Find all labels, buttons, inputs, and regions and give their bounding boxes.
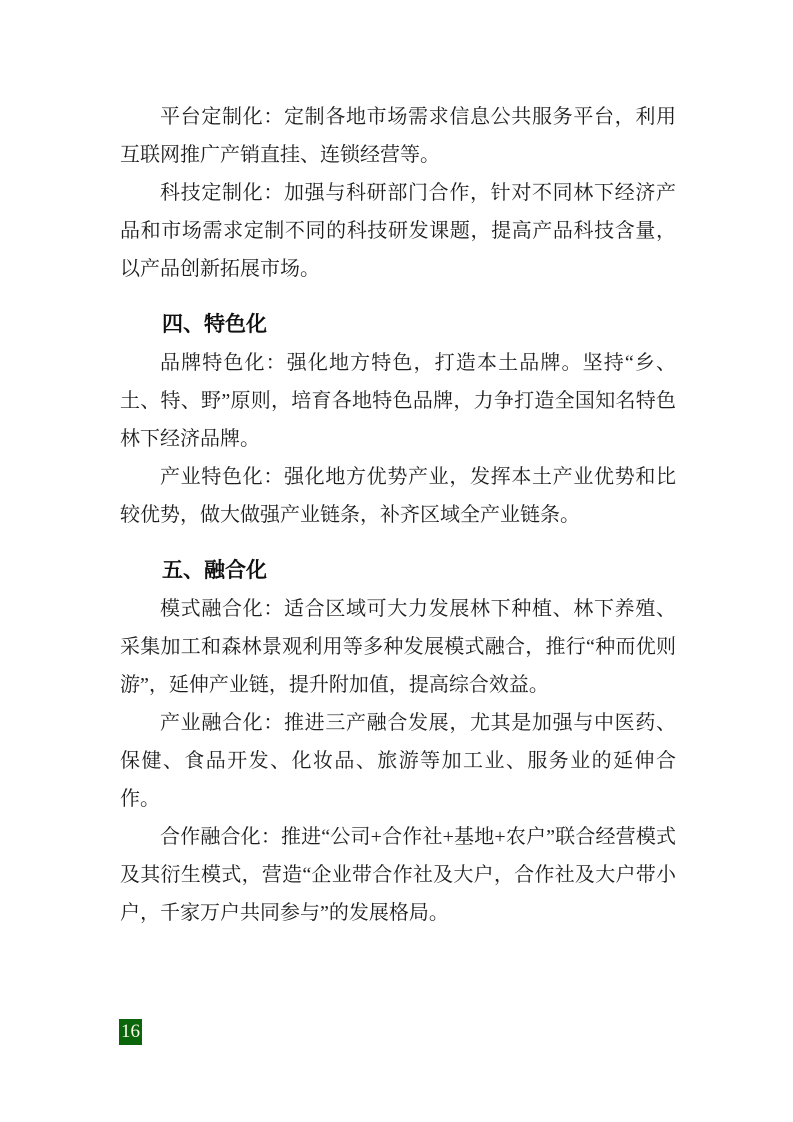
paragraph-brand-specialization: 品牌特色化：强化地方特色，打造本土品牌。坚持“乡、土、特、野”原则，培育各地特色品牌，力争打造全国知名特色林下经济品牌。 — [120, 352, 676, 450]
section-heading-5-integration: 五、融合化 — [162, 559, 267, 582]
page-number-badge: 16 — [119, 1019, 142, 1045]
paragraph-model-integration: 模式融合化：适合区域可大力发展林下种植、林下养殖、采集加工和森林景观利用等多种发展模式融合，推行“种而优则游”，延伸产业链，提升附加值，提高综合效益。 — [120, 598, 676, 696]
paragraph-cooperation-integration: 合作融合化：推进“公司+合作社+基地+农户”联合经营模式及其衍生模式，营造“企业带合作社及大户，合作社及大户带小户，千家万户共同参与”的发展格局。 — [120, 826, 676, 924]
paragraph-industry-specialization: 产业特色化：强化地方优势产业，发挥本土产业优势和比较优势，做大做强产业链条，补齐区域全产业链条。 — [120, 466, 676, 526]
document-body — [120, 98, 676, 932]
paragraph-platform-customization: 平台定制化：定制各地市场需求信息公共服务平台，利用互联网推广产销直挂、连锁经营等。 — [120, 106, 676, 166]
paragraph-industry-integration: 产业融合化：推进三产融合发展，尤其是加强与中医药、保健、食品开发、化妆品、旅游等加工业、服务业的延伸合作。 — [120, 712, 676, 810]
section-heading-4-specialization: 四、特色化 — [162, 313, 267, 336]
paragraph-tech-customization: 科技定制化：加强与科研部门合作，针对不同林下经济产品和市场需求定制不同的科技研发课题，提高产品科技含量，以产品创新拓展市场。 — [120, 182, 676, 280]
